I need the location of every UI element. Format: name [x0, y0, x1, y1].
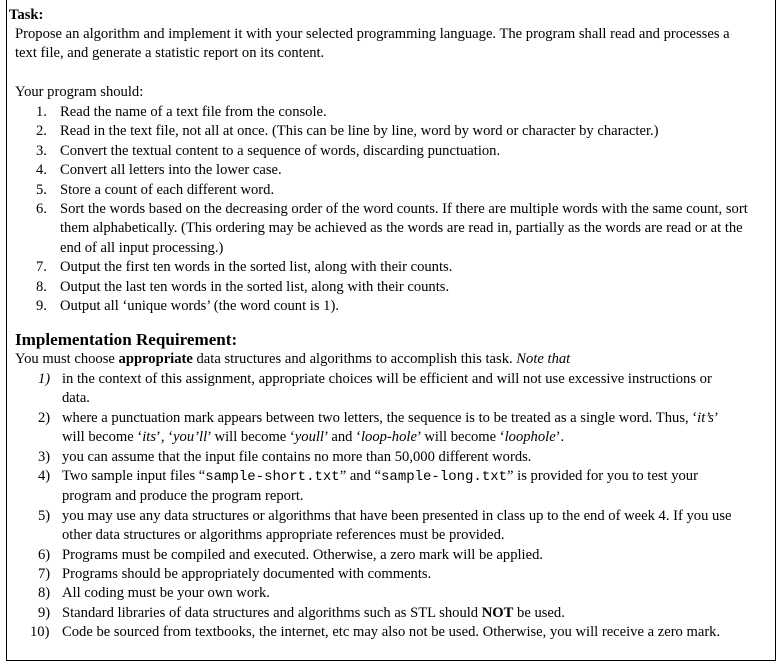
implementation-intro: You must choose appropriate data structures and algorithms to accomplish this task. Note that — [15, 351, 571, 367]
list-item: 1) in the context of this assignment, appropriate choices will be efficient and will not use excessive instructions or data. — [38, 371, 712, 407]
list-item: 7. Output the first ten words in the sorted list, along with their counts. — [36, 259, 453, 276]
sample-long-filename: sample-long.txt — [381, 469, 508, 486]
list-item: 2) where a punctuation mark appears between two letters, the sequence is to be treated as a single word. Thus, ‘it’s’ will become ‘its’, ‘you’ll’ will become ‘youll’ and ‘loop-hole’ will become ‘loophole’. — [38, 409, 718, 446]
task-description: Propose an algorithm and implement it with your selected programming language. The program shall read and processes a text file, and generate a statistic report on its content. — [15, 26, 730, 62]
list-item: 10) Code be sourced from textbooks, the internet, etc may also not be used. Otherwise, you will receive a zero mark. — [30, 624, 721, 641]
list-item: 4. Convert all letters into the lower case. — [36, 162, 282, 179]
list-item: 7) Programs should be appropriately documented with comments. — [38, 566, 432, 583]
list-item: 5. Store a count of each different word. — [36, 181, 275, 198]
program-steps-list — [30, 103, 750, 316]
sample-short-filename: sample-short.txt — [205, 469, 340, 486]
list-item: 3. Convert the textual content to a sequence of words, discarding punctuation. — [36, 142, 501, 159]
list-item: 8) All coding must be your own work. — [38, 585, 270, 602]
list-item: 4) Two sample input files “sample-short.txt” and “sample-long.txt” is provided for you to test your program and produce the program report. — [38, 468, 698, 505]
program-should-intro: Your program should: — [15, 84, 144, 100]
list-item: 3) you can assume that the input file contains no more than 50,000 different words. — [38, 448, 532, 465]
requirements-list — [30, 370, 738, 643]
implementation-heading: Implementation Requirement: — [15, 330, 238, 349]
list-item: 6) Programs must be compiled and executed. Otherwise, a zero mark will be applied. — [38, 546, 544, 563]
list-item: 8. Output the last ten words in the sorted list, along with their counts. — [36, 278, 450, 295]
list-item: 6. Sort the words based on the decreasing order of the word counts. If there are multiple words with the same count, sort them alphabetically. (This ordering may be achieved as the words are read in, partially as the words are read or at the end of all input processing.) — [36, 201, 748, 256]
list-item: 9) Standard libraries of data structures and algorithms such as STL should NOT be used. — [38, 604, 565, 621]
list-item: 1. Read the name of a text file from the console. — [36, 104, 327, 120]
list-item: 9. Output all ‘unique words’ (the word count is 1). — [36, 298, 339, 315]
task-heading: Task: — [9, 7, 44, 23]
list-item: 5) you may use any data structures or algorithms that have been presented in class up to the end of week 4. If you use other data structures or algorithms appropriate references must be provided. — [38, 507, 732, 544]
list-item: 2. Read in the text file, not all at once. (This can be line by line, word by word or character by character.) — [36, 123, 659, 140]
